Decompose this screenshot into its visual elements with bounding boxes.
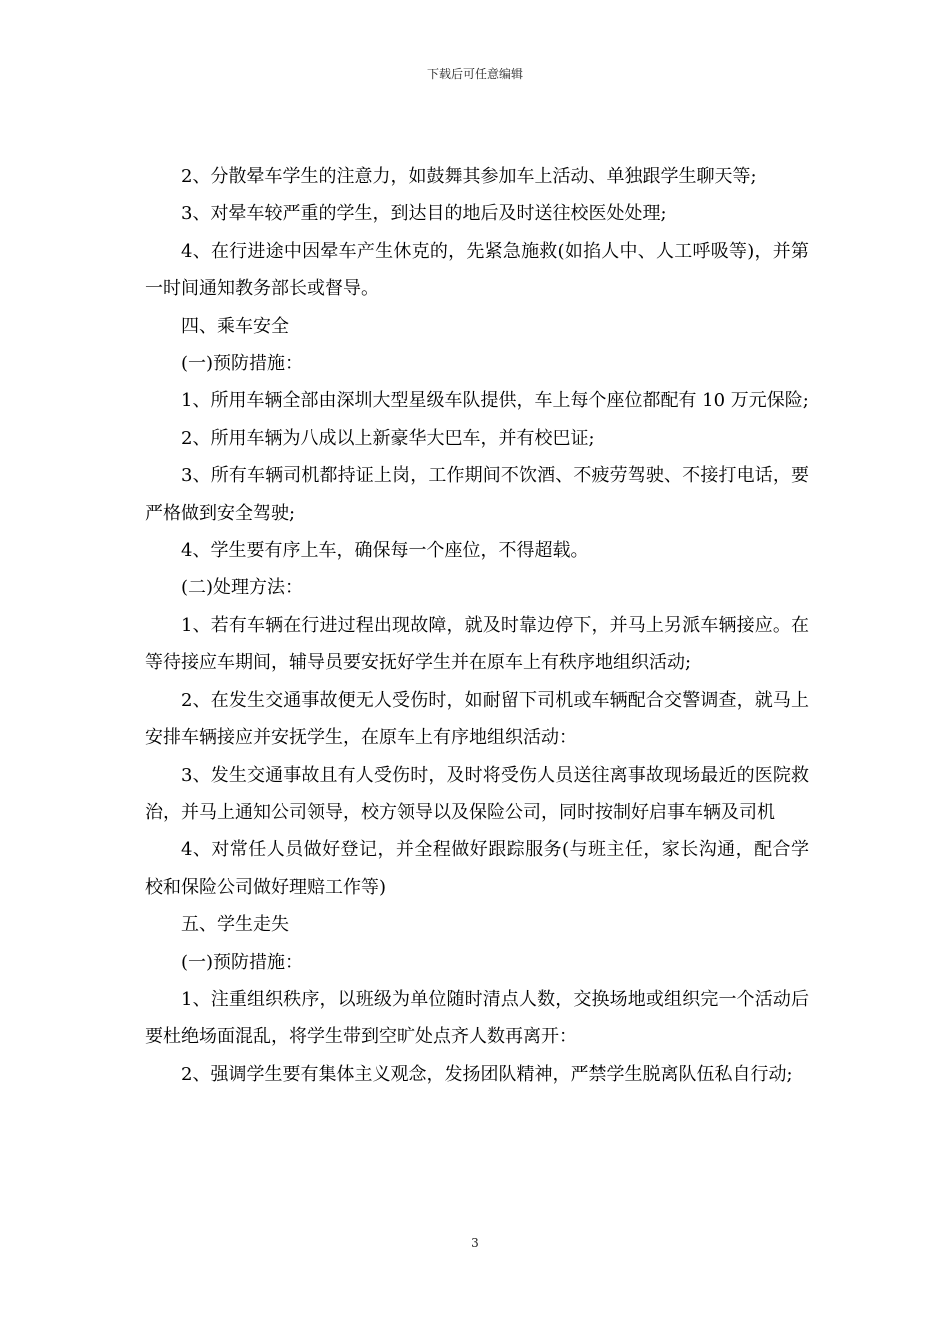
paragraph: 2、所用车辆为八成以上新豪华大巴车，并有校巴证; (181, 427, 595, 449)
paragraph: 4、对常任人员做好登记，并全程做好跟踪服务(与班主任，家长沟通，配合学校和保险公司做好理赔工作等) (145, 839, 809, 898)
document-body (145, 158, 809, 1093)
paragraph: 1、若有车辆在行进过程出现故障，就及时靠边停下，并马上另派车辆接应。在等待接应车期间，辅导员要安抚好学生并在原车上有秩序地组织活动; (145, 614, 809, 674)
paragraph: 1、注重组织秩序，以班级为单位随时清点人数，交换场地或组织完一个活动后要杜绝场面混乱，将学生带到空旷处点齐人数再离开： (145, 988, 809, 1048)
subsection-heading: (二)处理方法： (181, 577, 304, 599)
paragraph: 3、发生交通事故且有人受伤时，及时将受伤人员送往离事故现场最近的医院救治，并马上通知公司领导，校方领导以及保险公司，同时按制好启事车辆及司机 (145, 764, 809, 823)
paragraph: 2、分散晕车学生的注意力，如鼓舞其参加车上活动、单独跟学生聊天等; (181, 166, 757, 187)
paragraph: 1、所用车辆全部由深圳大型星级车队提供，车上每个座位都配有 10 万元保险; (181, 390, 809, 412)
subsection-heading: (一)预防措施： (181, 951, 304, 973)
paragraph: 3、所有车辆司机都持证上岗，工作期间不饮酒、不疲劳驾驶、不接打电话，要严格做到安全驾驶; (145, 465, 809, 524)
section-heading: 五、学生走失 (181, 914, 289, 936)
paragraph: 2、强调学生要有集体主义观念，发扬团队精神，严禁学生脱离队伍私自行动; (181, 1063, 793, 1085)
paragraph: 4、在行进途中因晕车产生休克的，先紧急施救(如掐人中、人工呼吸等)，并第一时间通知教务部长或督导。 (145, 240, 809, 300)
section-heading: 四、乘车安全 (181, 315, 289, 337)
page-header: 下载后可任意编辑 (426, 67, 523, 81)
page-number: 3 (471, 1236, 479, 1250)
paragraph: 3、对晕车较严重的学生，到达目的地后及时送往校医处处理; (181, 203, 667, 225)
subsection-heading: (一)预防措施： (181, 353, 304, 375)
paragraph: 2、在发生交通事故便无人受伤时，如耐留下司机或车辆配合交警调查，就马上安排车辆接应并安抚学生，在原车上有序地组织活动： (145, 689, 809, 749)
paragraph: 4、学生要有序上车，确保每一个座位，不得超载。 (181, 540, 589, 562)
